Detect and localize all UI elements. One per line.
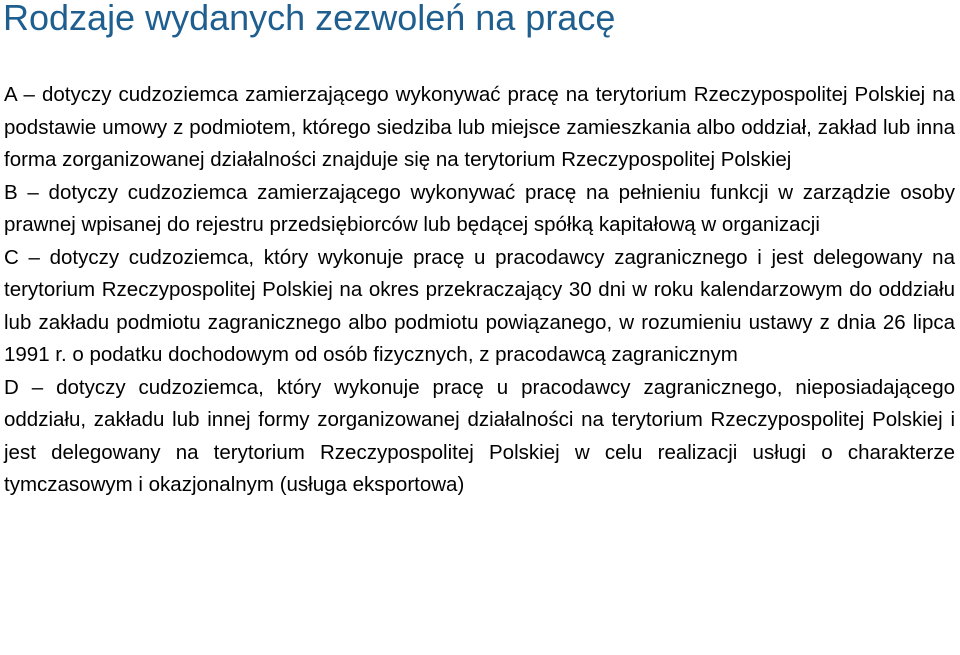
permit-type-c: C – dotyczy cudzoziemca, który wykonuje pracę u pracodawcy zagranicznego i jest delegowany na terytorium Rzeczypospolitej Polskiej na okres przekraczający 30 dni w roku kalendarzowym do oddziału lub zakładu podmiotu zagranicznego albo podmiotu powiązanego, w rozumieniu ustawy z dnia 26 lipca 1991 r. o podatku dochodowym od osób fizycznych, z pracodawcą zagranicznym (4, 245, 955, 366)
permit-type-a: A – dotyczy cudzoziemca zamierzającego wykonywać pracę na terytorium Rzeczypospolitej Polskiej na podstawie umowy z podmiotem, którego siedziba lub miejsce zamieszkania albo oddział, zakład lub inna forma zorganizowanej działalności znajduje się na terytorium Rzeczypospolitej Polskiej (4, 83, 955, 171)
permit-types-list (4, 79, 955, 502)
page-title: Rodzaje wydanych zezwoleń na pracę (3, 0, 616, 38)
permit-type-b: B – dotyczy cudzoziemca zamierzającego wykonywać pracę na pełnieniu funkcji w zarządzie osoby prawnej wpisanej do rejestru przedsiębiorców lub będącej spółką kapitałową w organizacji (4, 180, 955, 236)
permit-type-d: D – dotyczy cudzoziemca, który wykonuje pracę u pracodawcy zagranicznego, nieposiadającego oddziału, zakładu lub innej formy zorganizowanej działalności na terytorium Rzeczypospolitej Polskiej i jest delegowany na terytorium Rzeczypospolitej Polskiej w celu realizacji usługi o charakterze tymczasowym i okazjonalnym (usługa eksportowa) (4, 375, 955, 496)
